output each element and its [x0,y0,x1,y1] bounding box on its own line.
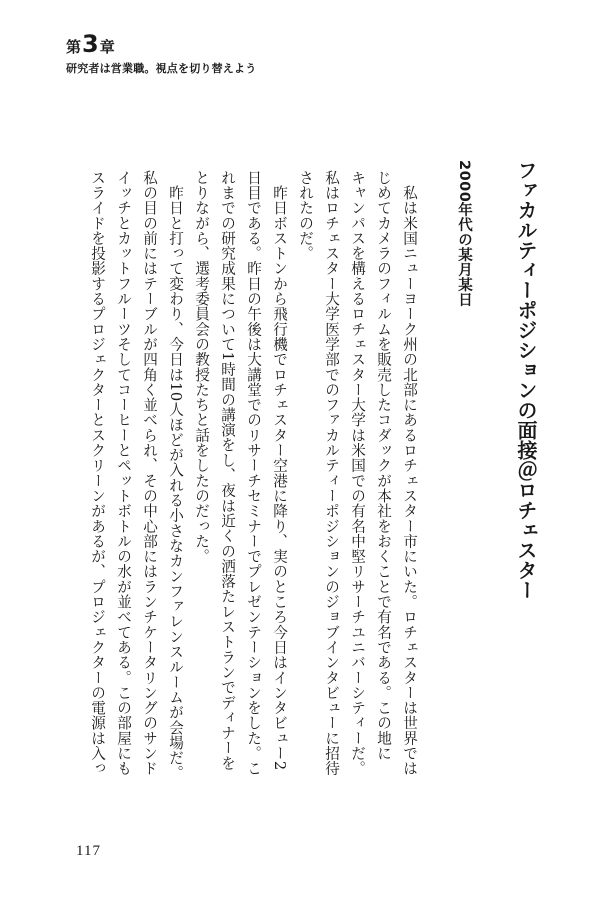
body-line: 昨日と打って変わり、今日は10人ほどが入れる小さなカンファレンスルームが会場だ。 [167,170,184,781]
body-line: 日目である。昨日の午後は大講堂でのリサーチセミナーでプレゼンテーションをした。こ [245,170,262,776]
section-subheading: 2000年代の某月某日 [456,160,472,308]
body-line: 私の目の前にはテーブルが四角く並べられ、その中心部にはランチケータリングのサンド [141,170,158,776]
body-line: イッチとカットフルーツそしてコーヒーとペットボトルの水が並べてある。この部屋にも [115,170,132,776]
chapter-suffix: 章 [99,38,115,56]
chapter-header [66,32,256,76]
section-title: ファカルティーポジションの面接＠ロチェスター [514,160,538,600]
body-text [58,170,422,790]
chapter-number: 3 [82,30,99,58]
body-line: 私はロチェスター大学医学部でのファカルティーポジションのジョブインタビューに招待 [323,170,340,776]
chapter-subtitle: 研究者は営業職。視点を切り替えよう [66,62,257,75]
body-line: れまでの研究成果について1時間の講演をし、夜は近くの洒落たレストランでディナーを [219,170,236,771]
page-number: 117 [76,843,101,859]
body-line: 私は米国ニューヨーク州の北部にあるロチェスター市にいた。ロチェスターは世界では [401,170,418,776]
body-line: とりながら、選考委員会の教授たちと話をしたのだった。 [193,170,210,564]
chapter-label [66,32,256,56]
chapter-prefix: 第 [66,38,82,56]
body-line: スライドを投影するプロジェクターとスクリーンがあるが、プロジェクターの電源は入っ [89,170,106,776]
body-line: じめてカメラのフィルムを販売したコダックが本社をおくことで有名である。この地に [375,170,392,761]
body-line: キャンパスを構えるロチェスター大学は米国での有名中堅リサーチユニバーシティーだ。 [349,170,366,776]
body-line: されたのだ。 [297,170,314,261]
body-line: 昨日ボストンから飛行機でロチェスター空港に降り、実のところ今日はインタビュー2 [271,170,288,771]
